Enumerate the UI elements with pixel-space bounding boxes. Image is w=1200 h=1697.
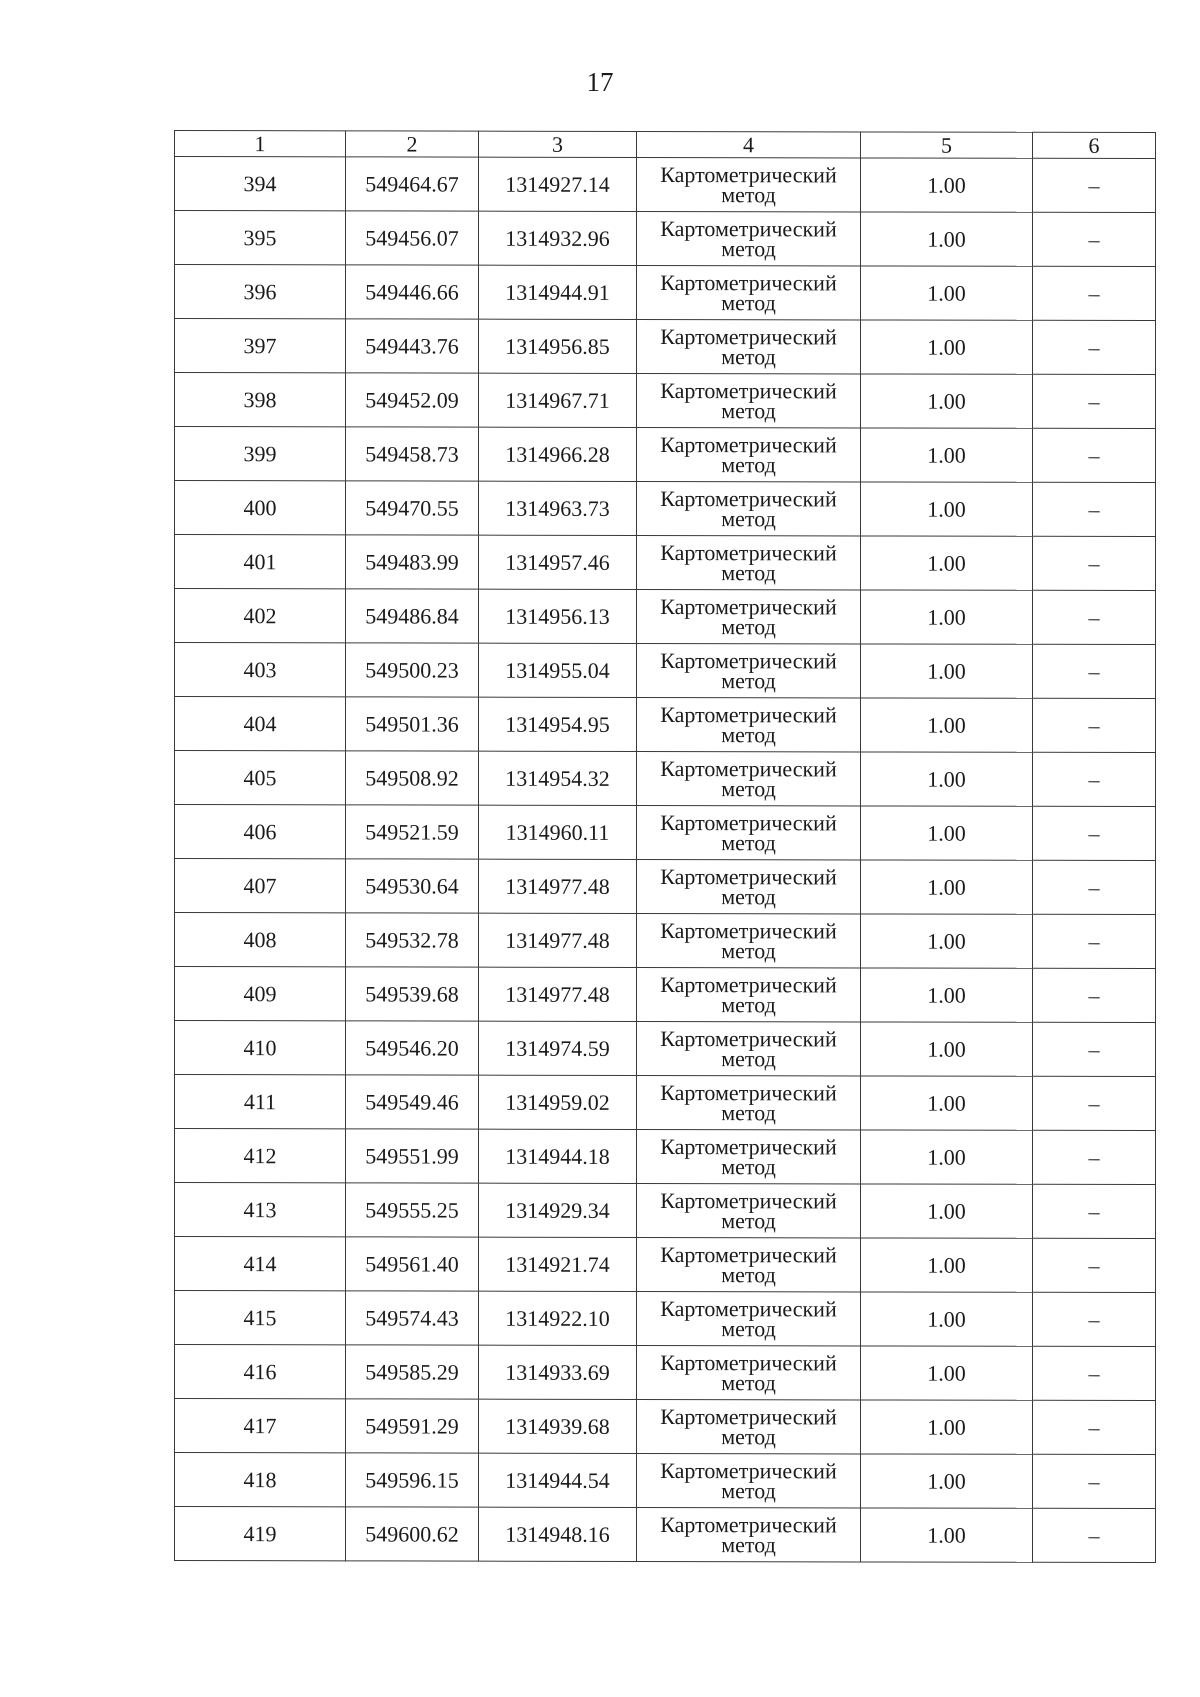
coordinate-x-cell: 549521.59 [346, 805, 479, 859]
coordinate-y-cell: 1314977.48 [479, 859, 637, 913]
accuracy-cell: 1.00 [861, 212, 1033, 266]
note-cell: – [1033, 644, 1156, 698]
point-number-cell: 414 [175, 1237, 346, 1291]
method-line-1: Картометрический [660, 431, 837, 457]
table-row [175, 751, 1156, 807]
method-cell [637, 859, 861, 913]
table-header [175, 131, 1156, 159]
coordinate-y-cell: 1314921.74 [479, 1237, 637, 1291]
method-cell [637, 427, 861, 481]
method-cell [637, 1183, 861, 1237]
point-number-cell: 417 [175, 1399, 346, 1453]
point-number-cell: 403 [175, 643, 346, 697]
point-number-cell: 407 [175, 859, 346, 913]
table-row [175, 913, 1156, 969]
note-cell: – [1033, 698, 1156, 752]
method-line-2: метод [721, 451, 776, 477]
method-line-2: метод [721, 559, 776, 585]
method-line-1: Картометрический [660, 1349, 837, 1375]
method-line-2: метод [721, 1045, 776, 1071]
point-number-cell: 412 [175, 1129, 346, 1183]
note-cell: – [1033, 1400, 1156, 1454]
method-line-2: метод [721, 1369, 776, 1395]
coordinate-y-cell: 1314955.04 [479, 643, 637, 697]
method-cell [637, 1507, 861, 1561]
point-number-cell: 402 [175, 589, 346, 643]
table-row [175, 1345, 1156, 1401]
coordinate-y-cell: 1314929.34 [479, 1183, 637, 1237]
coordinate-x-cell: 549555.25 [346, 1183, 479, 1237]
note-cell: – [1033, 1076, 1156, 1130]
table-body [175, 157, 1156, 1563]
coordinate-x-cell: 549443.76 [346, 319, 479, 373]
note-cell: – [1033, 482, 1156, 536]
page-number: 17 [586, 67, 614, 97]
method-line-1: Картометрический [660, 755, 837, 781]
header-row [175, 131, 1156, 159]
method-line-2: метод [721, 1531, 776, 1557]
method-line-2: метод [721, 775, 776, 801]
method-line-1: Картометрический [660, 971, 837, 997]
method-cell [637, 643, 861, 697]
method-line-1: Картометрический [660, 1295, 837, 1321]
point-number-cell: 406 [175, 805, 346, 859]
coordinate-y-cell: 1314977.48 [479, 913, 637, 967]
coordinate-x-cell: 549539.68 [346, 967, 479, 1021]
accuracy-cell: 1.00 [861, 806, 1033, 860]
method-line-2: метод [721, 721, 776, 747]
coordinate-y-cell: 1314954.32 [479, 751, 637, 805]
note-cell: – [1033, 806, 1156, 860]
method-cell [637, 697, 861, 751]
coordinate-x-cell: 549549.46 [346, 1075, 479, 1129]
method-line-1: Картометрический [660, 1511, 837, 1537]
point-number-cell: 419 [175, 1507, 346, 1561]
coordinate-y-cell: 1314933.69 [479, 1345, 637, 1399]
accuracy-cell: 1.00 [861, 698, 1033, 752]
note-cell: – [1033, 536, 1156, 590]
point-number-cell: 418 [175, 1453, 346, 1507]
coordinate-x-cell: 549500.23 [346, 643, 479, 697]
method-line-1: Картометрический [660, 809, 837, 835]
accuracy-cell: 1.00 [861, 1346, 1033, 1400]
method-cell [637, 265, 861, 319]
table-row [175, 697, 1156, 753]
method-cell [637, 535, 861, 589]
table-row [175, 859, 1156, 915]
coordinate-x-cell: 549561.40 [346, 1237, 479, 1291]
table-row [175, 1237, 1156, 1293]
accuracy-cell: 1.00 [861, 590, 1033, 644]
coordinate-y-cell: 1314939.68 [479, 1399, 637, 1453]
method-cell [637, 1345, 861, 1399]
coordinate-x-cell: 549446.66 [346, 265, 479, 319]
note-cell: – [1033, 914, 1156, 968]
coordinate-x-cell: 549596.15 [346, 1453, 479, 1507]
method-line-1: Картометрический [660, 701, 837, 727]
coordinate-x-cell: 549456.07 [346, 211, 479, 265]
accuracy-cell: 1.00 [861, 1292, 1033, 1346]
table-row [175, 967, 1156, 1023]
point-number-cell: 401 [175, 535, 346, 589]
column-header-5: 5 [861, 132, 1033, 158]
note-cell: – [1033, 1346, 1156, 1400]
coordinate-y-cell: 1314963.73 [479, 481, 637, 535]
point-number-cell: 408 [175, 913, 346, 967]
coordinate-y-cell: 1314944.18 [479, 1129, 637, 1183]
method-line-2: метод [721, 1315, 776, 1341]
coordinate-y-cell: 1314957.46 [479, 535, 637, 589]
method-cell [637, 967, 861, 1021]
coordinate-x-cell: 549600.62 [346, 1507, 479, 1561]
method-cell [637, 1129, 861, 1183]
method-line-2: метод [721, 613, 776, 639]
method-cell [637, 751, 861, 805]
accuracy-cell: 1.00 [861, 1400, 1033, 1454]
note-cell: – [1033, 1130, 1156, 1184]
method-line-2: метод [721, 1477, 776, 1503]
coordinate-x-cell: 549508.92 [346, 751, 479, 805]
column-header-3: 3 [479, 131, 637, 157]
accuracy-cell: 1.00 [861, 752, 1033, 806]
column-header-6: 6 [1033, 132, 1156, 158]
method-line-1: Картометрический [660, 1133, 837, 1159]
note-cell: – [1033, 1022, 1156, 1076]
coordinate-x-cell: 549501.36 [346, 697, 479, 751]
table-row [175, 373, 1156, 429]
accuracy-cell: 1.00 [861, 1454, 1033, 1508]
coordinate-y-cell: 1314960.11 [479, 805, 637, 859]
method-cell [637, 157, 861, 211]
coordinate-y-cell: 1314927.14 [479, 157, 637, 211]
method-line-1: Картометрический [660, 593, 837, 619]
point-number-cell: 400 [175, 481, 346, 535]
method-cell [637, 1453, 861, 1507]
table-row [175, 481, 1156, 537]
accuracy-cell: 1.00 [861, 968, 1033, 1022]
method-line-1: Картометрический [660, 863, 837, 889]
table-row [175, 265, 1156, 321]
accuracy-cell: 1.00 [861, 536, 1033, 590]
method-line-2: метод [721, 1207, 776, 1233]
method-line-2: метод [721, 235, 776, 261]
note-cell: – [1033, 320, 1156, 374]
accuracy-cell: 1.00 [861, 482, 1033, 536]
point-number-cell: 394 [175, 157, 346, 211]
accuracy-cell: 1.00 [861, 1184, 1033, 1238]
coordinate-y-cell: 1314922.10 [479, 1291, 637, 1345]
point-number-cell: 405 [175, 751, 346, 805]
coordinate-x-cell: 549532.78 [346, 913, 479, 967]
note-cell: – [1033, 1508, 1156, 1562]
table-row [175, 535, 1156, 591]
note-cell: – [1033, 158, 1156, 212]
accuracy-cell: 1.00 [861, 320, 1033, 374]
accuracy-cell: 1.00 [861, 428, 1033, 482]
point-number-cell: 409 [175, 967, 346, 1021]
method-line-1: Картометрический [660, 1457, 837, 1483]
coordinate-x-cell: 549458.73 [346, 427, 479, 481]
table-row [175, 1453, 1156, 1509]
method-line-1: Картометрический [660, 269, 837, 295]
coordinate-y-cell: 1314948.16 [479, 1507, 637, 1561]
table-row [175, 1183, 1156, 1239]
note-cell: – [1033, 1292, 1156, 1346]
method-line-1: Картометрический [660, 1079, 837, 1105]
coordinate-x-cell: 549546.20 [346, 1021, 479, 1075]
method-line-2: метод [721, 667, 776, 693]
accuracy-cell: 1.00 [861, 1022, 1033, 1076]
table-row [175, 211, 1156, 267]
note-cell: – [1033, 590, 1156, 644]
method-cell [637, 373, 861, 427]
point-number-cell: 416 [175, 1345, 346, 1399]
point-number-cell: 404 [175, 697, 346, 751]
coordinate-y-cell: 1314967.71 [479, 373, 637, 427]
column-header-2: 2 [346, 131, 479, 157]
coordinate-y-cell: 1314954.95 [479, 697, 637, 751]
point-number-cell: 413 [175, 1183, 346, 1237]
table-row [175, 1075, 1156, 1131]
method-line-2: метод [721, 289, 776, 315]
coordinate-y-cell: 1314932.96 [479, 211, 637, 265]
method-cell [637, 1291, 861, 1345]
table-row [175, 589, 1156, 645]
method-line-2: метод [721, 181, 776, 207]
method-line-1: Картометрический [660, 1241, 837, 1267]
method-cell [637, 1075, 861, 1129]
note-cell: – [1033, 752, 1156, 806]
method-cell [637, 1237, 861, 1291]
method-cell [637, 1399, 861, 1453]
coordinate-x-cell: 549585.29 [346, 1345, 479, 1399]
table-row [175, 805, 1156, 861]
method-line-2: метод [721, 1261, 776, 1287]
accuracy-cell: 1.00 [861, 914, 1033, 968]
note-cell: – [1033, 1238, 1156, 1292]
point-number-cell: 411 [175, 1075, 346, 1129]
accuracy-cell: 1.00 [861, 266, 1033, 320]
method-cell [637, 913, 861, 967]
method-cell [637, 481, 861, 535]
note-cell: – [1033, 1454, 1156, 1508]
point-number-cell: 415 [175, 1291, 346, 1345]
note-cell: – [1033, 266, 1156, 320]
point-number-cell: 410 [175, 1021, 346, 1075]
method-line-2: метод [721, 1423, 776, 1449]
accuracy-cell: 1.00 [861, 1076, 1033, 1130]
method-line-2: метод [721, 883, 776, 909]
coordinate-y-cell: 1314944.91 [479, 265, 637, 319]
coordinate-x-cell: 549486.84 [346, 589, 479, 643]
method-line-1: Картометрический [660, 647, 837, 673]
coordinate-y-cell: 1314966.28 [479, 427, 637, 481]
coordinate-y-cell: 1314956.85 [479, 319, 637, 373]
table-row [175, 319, 1156, 375]
accuracy-cell: 1.00 [861, 1130, 1033, 1184]
method-line-1: Картометрический [660, 323, 837, 349]
method-line-1: Картометрический [660, 377, 837, 403]
method-line-1: Картометрический [660, 485, 837, 511]
accuracy-cell: 1.00 [861, 860, 1033, 914]
note-cell: – [1033, 212, 1156, 266]
table-row [175, 427, 1156, 483]
method-line-1: Картометрический [660, 917, 837, 943]
column-header-4: 4 [637, 131, 861, 157]
table-row [175, 1507, 1156, 1563]
note-cell: – [1033, 374, 1156, 428]
coordinate-y-cell: 1314977.48 [479, 967, 637, 1021]
method-line-2: метод [721, 937, 776, 963]
coordinates-table [174, 130, 1156, 1563]
method-line-2: метод [721, 505, 776, 531]
coordinate-x-cell: 549452.09 [346, 373, 479, 427]
method-line-2: метод [721, 1153, 776, 1179]
method-line-1: Картометрический [660, 1187, 837, 1213]
method-cell [637, 805, 861, 859]
point-number-cell: 397 [175, 319, 346, 373]
column-header-1: 1 [175, 131, 346, 157]
accuracy-cell: 1.00 [861, 158, 1033, 212]
point-number-cell: 398 [175, 373, 346, 427]
note-cell: – [1033, 1184, 1156, 1238]
accuracy-cell: 1.00 [861, 1508, 1033, 1562]
method-line-1: Картометрический [660, 1025, 837, 1051]
coordinate-x-cell: 549574.43 [346, 1291, 479, 1345]
note-cell: – [1033, 968, 1156, 1022]
method-cell [637, 1021, 861, 1075]
coordinate-x-cell: 549591.29 [346, 1399, 479, 1453]
table-row [175, 1129, 1156, 1185]
method-line-2: метод [721, 829, 776, 855]
coordinate-x-cell: 549464.67 [346, 157, 479, 211]
accuracy-cell: 1.00 [861, 1238, 1033, 1292]
table-row [175, 1291, 1156, 1347]
table-row [175, 157, 1156, 213]
method-line-1: Картометрический [660, 161, 837, 187]
coordinate-x-cell: 549530.64 [346, 859, 479, 913]
method-line-2: метод [721, 397, 776, 423]
method-cell [637, 319, 861, 373]
method-line-2: метод [721, 991, 776, 1017]
note-cell: – [1033, 860, 1156, 914]
coordinate-y-cell: 1314959.02 [479, 1075, 637, 1129]
method-line-1: Картометрический [660, 215, 837, 241]
method-line-1: Картометрический [660, 1403, 837, 1429]
table-row [175, 643, 1156, 699]
point-number-cell: 399 [175, 427, 346, 481]
coordinate-y-cell: 1314956.13 [479, 589, 637, 643]
coordinate-x-cell: 549483.99 [346, 535, 479, 589]
coordinate-y-cell: 1314944.54 [479, 1453, 637, 1507]
note-cell: – [1033, 428, 1156, 482]
point-number-cell: 395 [175, 211, 346, 265]
table-row [175, 1021, 1156, 1077]
method-line-2: метод [721, 343, 776, 369]
coordinate-x-cell: 549470.55 [346, 481, 479, 535]
accuracy-cell: 1.00 [861, 374, 1033, 428]
table-row [175, 1399, 1156, 1455]
coordinate-x-cell: 549551.99 [346, 1129, 479, 1183]
method-line-2: метод [721, 1099, 776, 1125]
method-line-1: Картометрический [660, 539, 837, 565]
accuracy-cell: 1.00 [861, 644, 1033, 698]
point-number-cell: 396 [175, 265, 346, 319]
method-cell [637, 589, 861, 643]
method-cell [637, 211, 861, 265]
coordinate-y-cell: 1314974.59 [479, 1021, 637, 1075]
